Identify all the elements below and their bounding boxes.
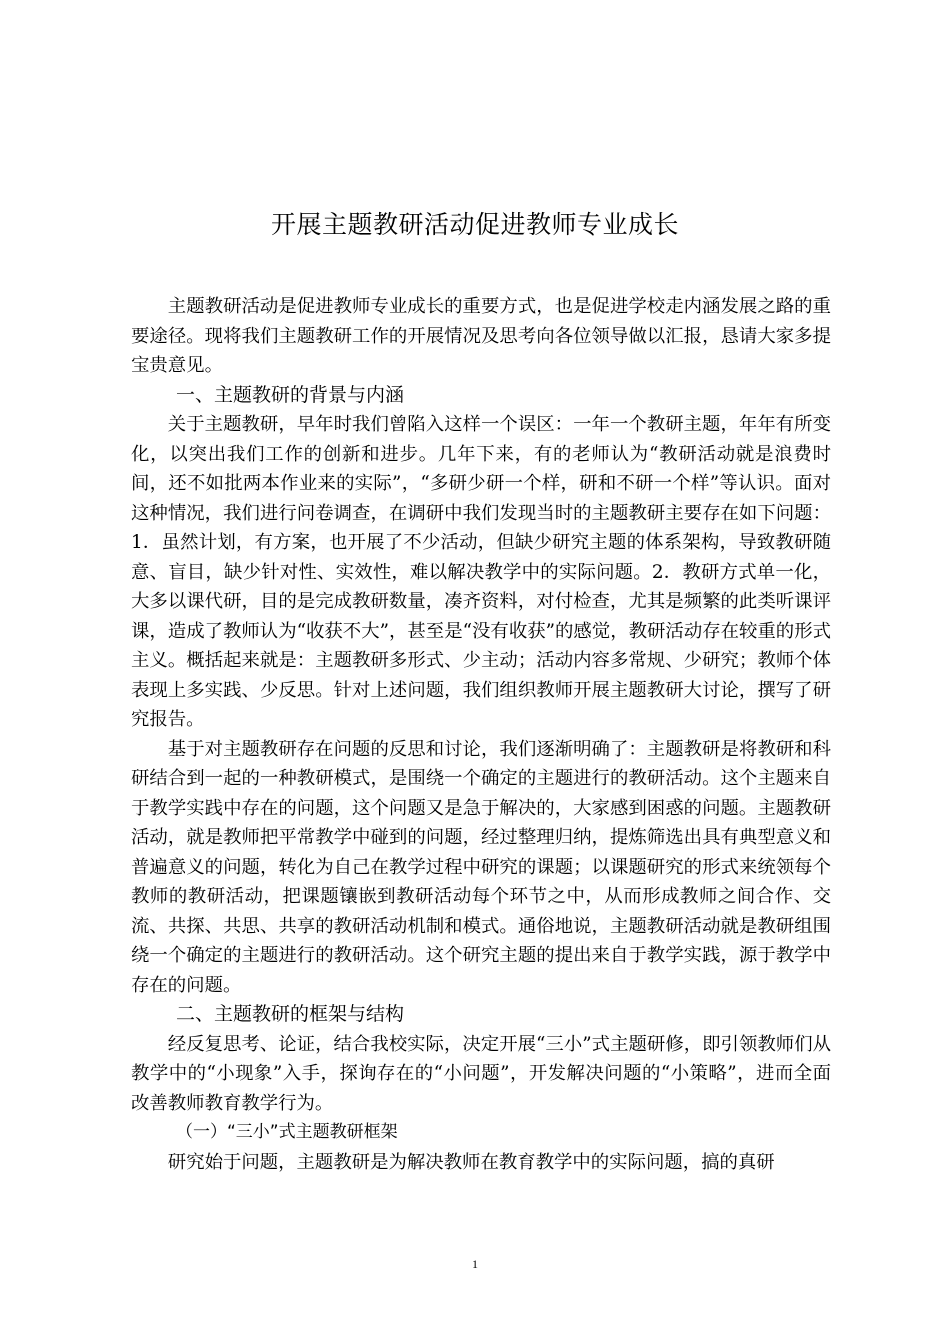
section1-paragraph-1: 关于主题教研，早年时我们曾陷入这样一个误区：一年一个教研主题，年年有所变化，以突出我们工作的创新和进步。几年下来，有的老师认为“教研活动就是浪费时间，还不如批两本作业来的实际”，“多研少研一个样，研和不研一个样”等认识。面对这种情况，我们进行问卷调查，在调研中我们发现当时的主题教研主要存在如下问题：1．虽然计划，有方案，也开展了不少活动，但缺少研究主题的体系架构，导致教研随意、盲目，缺少针对性、实效性，难以解决教学中的实际问题。2．教研方式单一化，大多以课代研，目的是完成教研数量，凑齐资料，对付检查，尤其是频繁的此类听课评课，造成了教师认为“收获不大”，甚至是“没有收获”的感觉，教研活动存在较重的形式主义。概括起来就是：主题教研多形式、少主动；活动内容多常规、少研究；教师个体表现上多实践、少反思。针对上述问题，我们组织教师开展主题教研大讨论，撰写了研究报告。 bbox=[131, 414, 831, 730]
subsection-paragraph-1: 研究始于问题，主题教研是为解决教师在教育教学中的实际问题，搞的真研 bbox=[167, 1151, 775, 1173]
section-heading-1: 一、主题教研的背景与内涵 bbox=[176, 383, 405, 406]
document-body bbox=[131, 292, 831, 1177]
section-heading-2: 二、主题教研的框架与结构 bbox=[176, 1003, 405, 1025]
document-title: 开展主题教研活动促进教师专业成长 bbox=[270, 210, 679, 239]
subsection-heading-1: （一）“三小”式主题教研框架 bbox=[176, 1122, 398, 1142]
section1-paragraph-2: 基于对主题教研存在问题的反思和讨论，我们逐渐明确了：主题教研是将教研和科研结合到一起的一种教研模式，是围绕一个确定的主题进行的教研活动。这个主题来自于教学实践中存在的问题，这个问题又是急于解决的，大家感到困惑的问题。主题教研活动，就是教师把平常教学中碰到的问题，经过整理归纳，提炼筛选出具有典型意义和普遍意义的问题，转化为自己在教学过程中研究的课题；以课题研究的形式来统领每个教师的教研活动，把课题镶嵌到教研活动每个环节之中，从而形成教师之间合作、交流、共探、共思、共享的教研活动机制和模式。通俗地说，主题教研活动就是教研组围绕一个确定的主题进行的教研活动。这个研究主题的提出来自于教学实践，源于教学中存在的问题。 bbox=[131, 738, 831, 996]
intro-paragraph: 主题教研活动是促进教师专业成长的重要方式，也是促进学校走内涵发展之路的重要途径。现将我们主题教研工作的开展情况及思考向各位领导做以汇报，恳请大家多提宝贵意见。 bbox=[131, 296, 831, 376]
section2-paragraph-1: 经反复思考、论证，结合我校实际，决定开展“三小”式主题研修，即引领教师们从教学中的“小现象”入手，探询存在的“小问题”，开发解决问题的“小策略”，进而全面改善教师教育教学行为。 bbox=[131, 1033, 831, 1114]
page-number: 1 bbox=[472, 1257, 478, 1271]
